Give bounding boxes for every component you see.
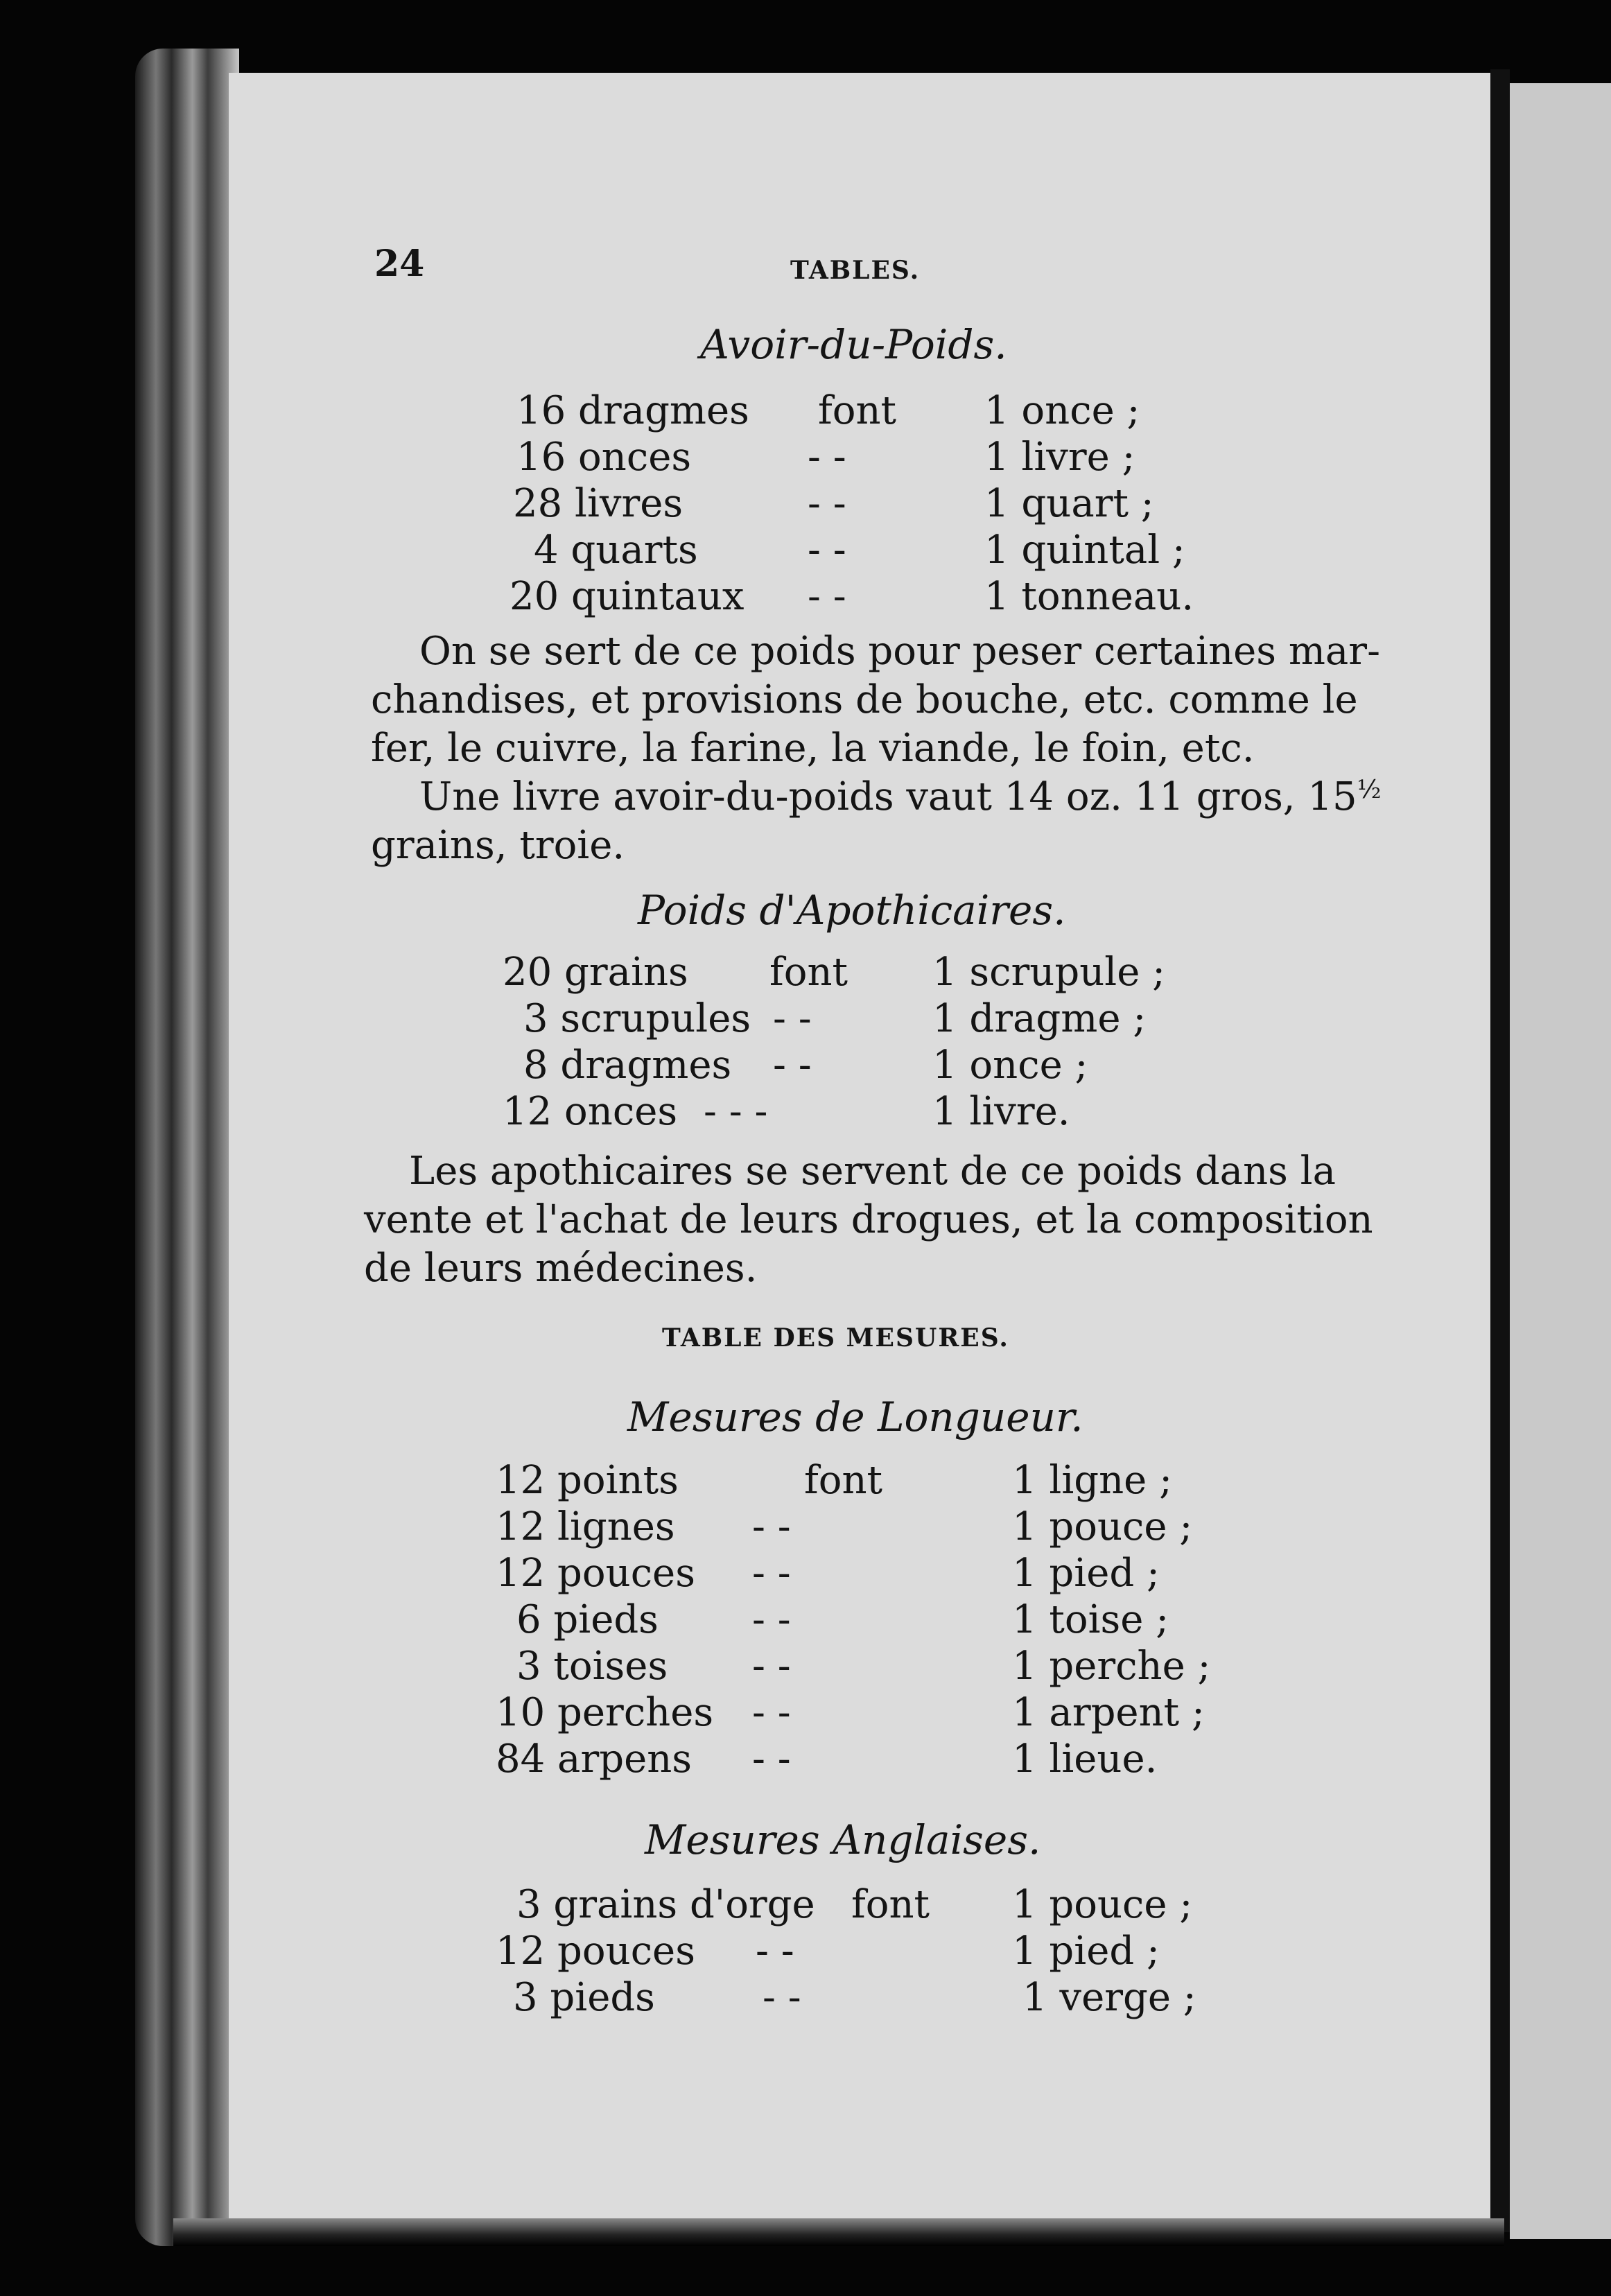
table-cell-mid: - - [808,481,846,526]
facing-page [1510,83,1611,2239]
table-cell-res: 1 tonneau. [984,574,1194,619]
table-cell-mid: - - [808,574,846,619]
table-cell-res: 1 arpent ; [1012,1690,1205,1735]
section-heading-avoirdupois: Avoir-du-Poids. [700,321,1007,368]
table-cell-res: 1 pied ; [1012,1551,1160,1596]
section-heading-length: Mesures de Longueur. [627,1393,1083,1441]
table-cell-qty: 84 arpens [496,1737,693,1782]
section-title-measures: TABLE DES MESURES. [662,1323,1009,1353]
table-cell-mid: - - - [704,1089,768,1134]
section-heading-english: Mesures Anglaises. [645,1816,1041,1863]
table-cell-res: 1 quart ; [984,481,1154,526]
table-cell-qty: 3 toises [516,1644,668,1689]
table-cell-mid: - - [752,1644,791,1689]
table-cell-mid: font [769,950,848,995]
text-line: On se sert de ce poids pour peser certaines mar- [419,629,1380,674]
table-cell-qty: 3 grains d'orge [516,1882,815,1927]
fraction: ½ [1357,776,1382,804]
table-cell-res: 1 once ; [984,388,1140,433]
table-cell-res: 1 ligne ; [1012,1458,1172,1503]
table-cell-res: 1 livre ; [984,435,1135,480]
table-cell-res: 1 livre. [932,1089,1070,1134]
text-line: Les apothicaires se servent de ce poids dans la [409,1149,1336,1194]
table-cell-mid: font [851,1882,930,1927]
table-cell-qty: 16 dragmes [516,388,749,433]
table-cell-qty: 8 dragmes [523,1043,732,1088]
text-main: Une livre avoir-du-poids vaut 14 oz. 11 gros, 15 [419,774,1357,819]
table-cell-res: 1 scrupule ; [932,950,1165,995]
table-cell-mid: - - [752,1551,791,1596]
text-line [419,774,1382,819]
table-cell-mid: - - [763,1975,801,2020]
table-cell-res: 1 verge ; [1022,1975,1196,2020]
table-cell-qty: 12 onces [503,1089,678,1134]
text-line: de leurs médecines. [364,1246,758,1291]
table-cell-qty: 12 points [496,1458,679,1503]
table-cell-res: 1 perche ; [1012,1644,1211,1689]
table-cell-mid: - - [808,528,846,573]
table-cell-mid: - - [752,1690,791,1735]
table-cell-qty: 12 lignes [496,1504,675,1549]
table-cell-qty: 20 grains [503,950,688,995]
page-number: 24 [374,243,425,285]
page-bottom-edge [173,2218,1504,2246]
gutter-shadow [1490,69,1510,2232]
table-cell-mid: - - [773,1043,812,1088]
running-head: TABLES. [790,256,921,285]
table-cell-mid: - - [756,1929,794,1974]
table-cell-res: 1 pouce ; [1012,1504,1193,1549]
table-cell-mid: - - [752,1737,791,1782]
table-cell-res: 1 toise ; [1012,1597,1169,1642]
table-cell-qty: 12 pouces [496,1551,695,1596]
table-cell-res: 1 once ; [932,1043,1088,1088]
table-cell-res: 1 lieue. [1012,1737,1158,1782]
table-cell-qty: 6 pieds [516,1597,659,1642]
table-cell-res: 1 pouce ; [1012,1882,1193,1927]
table-cell-qty: 20 quintaux [510,574,744,619]
table-cell-qty: 28 livres [513,481,683,526]
table-cell-mid: - - [752,1504,791,1549]
table-cell-qty: 3 pieds [513,1975,655,2020]
table-cell-mid: - - [808,435,846,480]
text-line: chandises, et provisions de bouche, etc. comme le [371,677,1358,722]
table-cell-mid: font [818,388,897,433]
section-heading-apothecary: Poids d'Apothicaires. [638,887,1066,934]
text-line: vente et l'achat de leurs drogues, et la composition [364,1197,1373,1242]
table-cell-res: 1 dragme ; [932,996,1147,1041]
table-cell-res: 1 pied ; [1012,1929,1160,1974]
table-cell-qty: 3 scrupules [523,996,751,1041]
table-cell-qty: 16 onces [516,435,692,480]
text-line: grains, troie. [371,823,625,868]
table-cell-qty: 4 quarts [534,528,698,573]
text-line: fer, le cuivre, la farine, la viande, le foin, etc. [371,726,1255,771]
table-cell-qty: 12 pouces [496,1929,695,1974]
table-cell-mid: - - [773,996,812,1041]
table-cell-mid: - - [752,1597,791,1642]
page-stack-edge [135,49,239,2246]
table-cell-qty: 10 perches [496,1690,714,1735]
table-cell-res: 1 quintal ; [984,528,1185,573]
table-cell-mid: font [804,1458,883,1503]
